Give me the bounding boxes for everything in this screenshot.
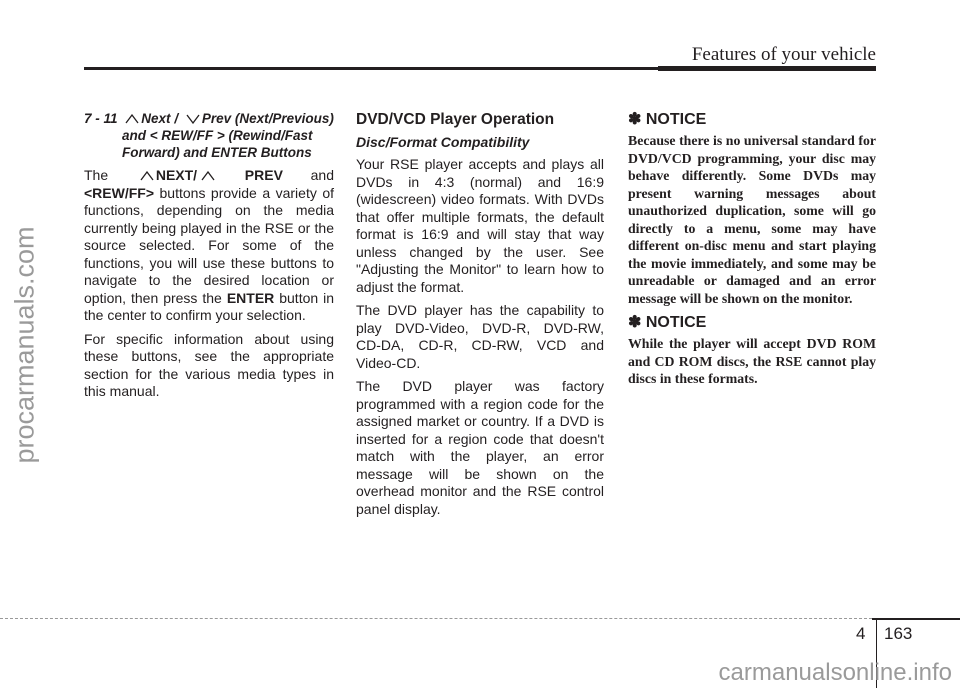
section-heading: DVD/VCD Player Operation [356, 111, 555, 128]
notice-title: NOTICE [645, 111, 707, 128]
notice-heading [628, 313, 876, 333]
page-number: 163 [884, 624, 913, 643]
notice-body: Because there is no universal standard for DVD/VCD programming, your disc may behave differently. Some DVDs may present warning messages about unauthorized duplication, some will go directly to a menu, some may have different on-disc menu and start playing the movie immediately, and some may be unreadable or damaged and an error message will be shown on the monitor. [628, 133, 876, 306]
subheading-line-3: Forward) and ENTER Buttons [122, 145, 312, 160]
paragraph-text-tail: button in the center to confirm your selection. [84, 289, 335, 323]
paragraph-region-code: The DVD player was factory programmed with a region code for the assigned market or country. If a DVD is inserted for a region code that doesn't match with the player, an error message will be shown on the overhead monitor and the RSE control panel display. [356, 378, 604, 517]
bottom-watermark: carmanualsonline.info [718, 659, 952, 686]
paragraph-text: buttons provide a variety of functions, depending on the media currently being played in the RSE or the source selected. For some of the functions, you will use these buttons to navigate to the desired location or option, then press the [84, 184, 334, 306]
subheading-line-2: and < REW/FF > (Rewind/Fast [122, 128, 313, 143]
text-the: The [84, 167, 109, 183]
prev-button-label: PREV [244, 167, 283, 183]
column-middle [356, 110, 604, 524]
enter-button-label: ENTER [226, 289, 275, 306]
rew-ff-label: <REW/FF> [84, 184, 155, 201]
side-watermark-text: procarmanuals.com [9, 226, 40, 464]
paragraph-buttons-function [84, 167, 334, 325]
column-left [84, 110, 334, 407]
page-header-title: Features of your vehicle [691, 44, 876, 65]
notice-star-icon: ✽ [628, 111, 642, 128]
text-and: and [310, 167, 334, 183]
reference-number: 7 - 11 [84, 111, 118, 126]
next-button-label: NEXT/ [155, 167, 198, 183]
column-right [628, 110, 876, 394]
up-arrow-icon [140, 171, 154, 181]
next-label: Next [141, 111, 171, 126]
notice-star-icon: ✽ [628, 314, 642, 331]
notice-title: NOTICE [645, 314, 707, 331]
header-rule-accent [658, 66, 876, 71]
chapter-number: 4 [856, 624, 866, 643]
up-arrow-icon [201, 171, 215, 181]
slash-separator: / [174, 111, 179, 126]
notice-body: While the player will accept DVD ROM and CD ROM discs, the RSE cannot play discs in these formats. [628, 336, 876, 386]
prev-label: Prev (Next/Previous) [201, 111, 334, 126]
paragraph-capability: The DVD player has the capability to play DVD-Video, DVD-R, DVD-RW, CD-DA, CD-R, CD-RW, VCD and Video-CD. [356, 302, 604, 371]
footer-rule [0, 618, 872, 619]
notice-heading [628, 110, 876, 130]
down-arrow-icon [186, 114, 200, 124]
buttons-subheading [84, 110, 334, 161]
side-watermark [0, 0, 50, 689]
section-subheading: Disc/Format Compatibility [356, 134, 530, 150]
footer-rule-accent [872, 618, 960, 620]
paragraph-specific-info: For specific information about using these buttons, see the appropriate section for the various media types in this manual. [84, 330, 334, 399]
paragraph-formats: Your RSE player accepts and plays all DVDs in 4:3 (normal) and 16:9 (widescreen) video formats. With DVDs that offer multiple formats, the default format is 16:9 and will stay that way unless changed by the user. See "Adjusting the Monitor" to learn how to adjust the format. [356, 156, 604, 295]
up-arrow-icon [125, 114, 139, 124]
